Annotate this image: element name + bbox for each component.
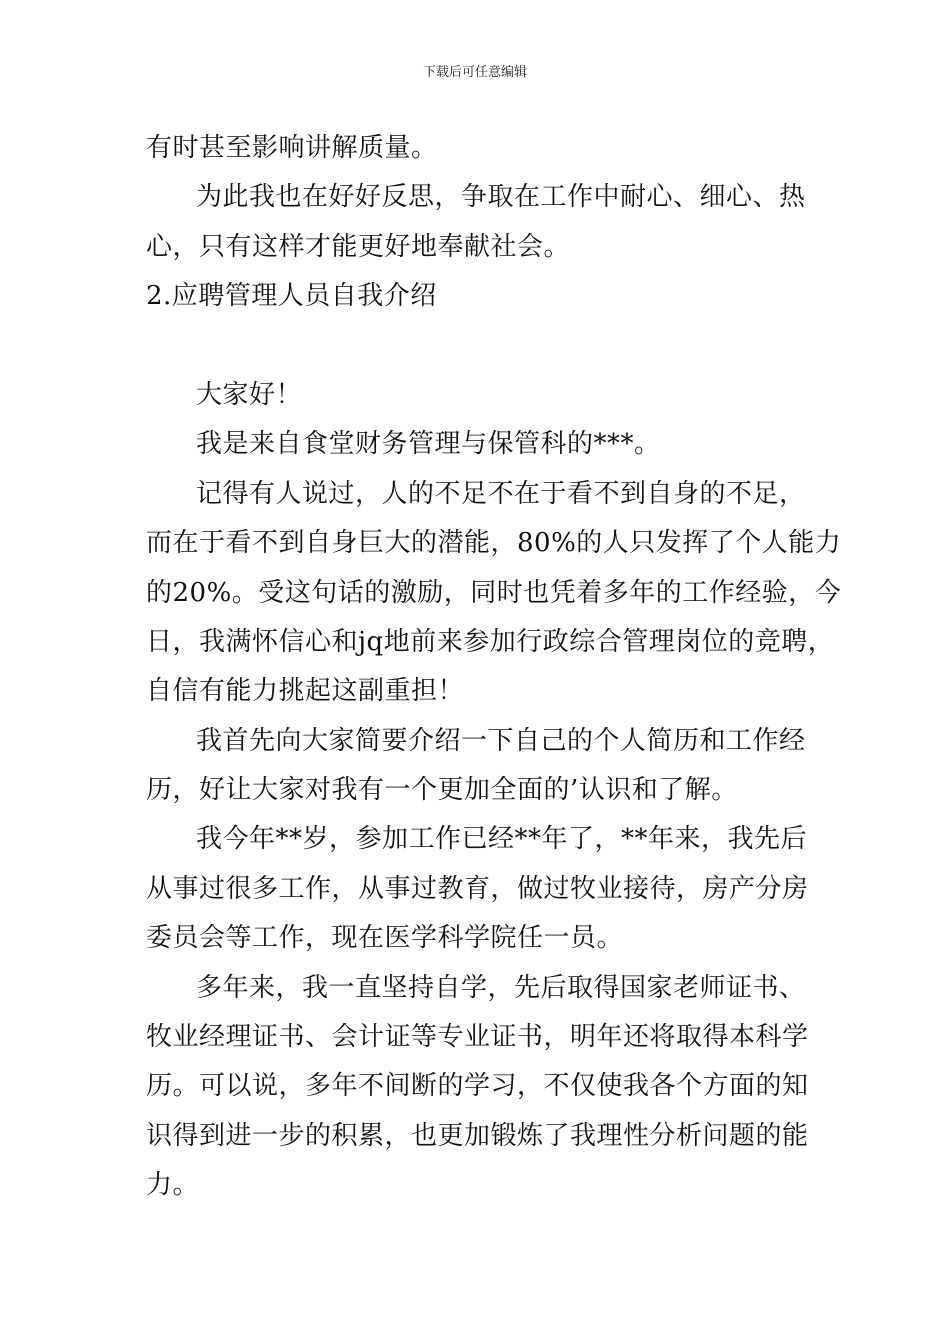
- page-header: 下载后可任意编辑: [422, 65, 527, 80]
- text-line: 历。可以说，多年不间断的学习，不仅使我各个方面的知: [146, 1071, 809, 1102]
- text-line: 的20%。受这句话的激励，同时也凭着多年的工作经验，今: [146, 577, 842, 608]
- text-line: 我是来自食堂财务管理与保管科的***。: [196, 429, 661, 460]
- text-line: 从事过很多工作，从事过教育，做过牧业接待，房产分房: [146, 873, 809, 904]
- text-line: 力。: [146, 1170, 200, 1201]
- text-line: 委员会等工作，现在医学科学院任一员。: [146, 923, 624, 954]
- text-line: 心，只有这样才能更好地奉献社会。: [146, 231, 571, 262]
- text-line: 我首先向大家简要介绍一下自己的个人简历和工作经: [196, 725, 806, 756]
- text-line: 多年来，我一直坚持自学，先后取得国家老师证书、: [196, 972, 806, 1003]
- text-line: 历，好让大家对我有一个更加全面的’认识和了解。: [146, 775, 738, 806]
- blank-line: [146, 322, 816, 371]
- text-line: 自信有能力挑起这副重担！: [146, 676, 465, 707]
- text-line: 记得有人说过，人的不足不在于看不到自身的不足，: [196, 478, 806, 509]
- text-line: 我今年**岁，参加工作已经**年了，**年来，我先后: [196, 824, 808, 855]
- text-line: 有时甚至影响讲解质量。: [146, 133, 438, 163]
- section-heading: 2.应聘管理人员自我介绍: [146, 281, 437, 312]
- text-line: 为此我也在好好反思，争取在工作中耐心、细心、热: [196, 182, 806, 213]
- text-line: 而在于看不到自身巨大的潜能，80%的人只发挥了个人能力: [146, 528, 842, 559]
- text-line: 日，我满怀信心和jq地前来参加行政综合管理岗位的竞聘，: [146, 626, 835, 657]
- greeting-line: 大家好！: [196, 379, 303, 410]
- document-body: [146, 124, 842, 1211]
- text-line: 识得到进一步的积累，也更加锻炼了我理性分析问题的能: [146, 1120, 809, 1151]
- text-line: 牧业经理证书、会计证等专业证书，明年还将取得本科学: [146, 1022, 809, 1053]
